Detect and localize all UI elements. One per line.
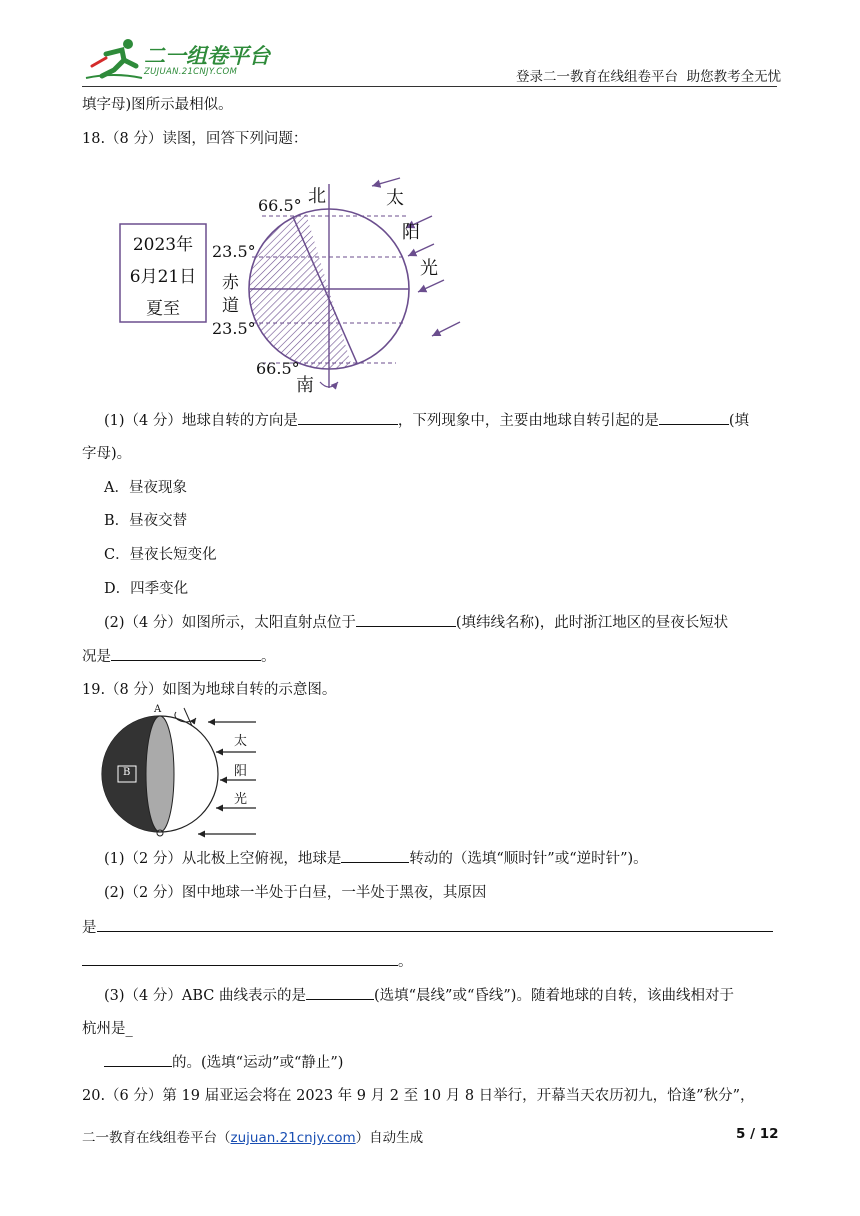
- lat-235-s-label: 23.5°: [212, 319, 256, 338]
- region-b-label: B: [123, 767, 131, 778]
- q19-answer-blank-3[interactable]: [82, 951, 398, 966]
- south-label: 南: [296, 375, 314, 396]
- page-number: 5 / 12: [736, 1126, 779, 1142]
- q18-sub2-line1: [104, 612, 728, 633]
- q18-stem: 18.（8 分）读图，回答下列问题：: [82, 131, 308, 147]
- option-c[interactable]: C．昼夜长短变化: [104, 547, 217, 563]
- q19-sub2-shi: 是: [82, 920, 97, 936]
- q19-sub3-line2: 杭州是_: [82, 1021, 133, 1037]
- q18-answer-blank-4[interactable]: [111, 646, 261, 661]
- q19-sub1: [104, 848, 648, 869]
- equator-label-1: 赤: [222, 273, 239, 293]
- q19-answer-blank-1[interactable]: [341, 848, 409, 863]
- sunlight-label-yang: 阳: [234, 764, 248, 779]
- footer-text-b: ）自动生成: [355, 1130, 424, 1146]
- date-line-1: 2023年: [132, 235, 194, 255]
- q19-answer-blank-2[interactable]: [97, 917, 773, 932]
- q18-sub1-line1: [104, 410, 749, 431]
- q18-answer-blank-2[interactable]: [659, 410, 729, 425]
- footer-text-a: 二一教育在线组卷平台（: [82, 1130, 231, 1146]
- q19-sub2-period: 。: [398, 954, 413, 970]
- q19-sub1-text-a: (1)（2 分）从北极上空俯视，地球是: [104, 851, 342, 867]
- q19-sub2: (2)（2 分）图中地球一半处于白昼，一半处于黑夜，其原因: [104, 885, 487, 901]
- logo-runner-icon: [84, 36, 144, 82]
- header-tagline: 登录二一教育在线组卷平台 助您教考全无忧: [516, 69, 782, 85]
- q18-answer-blank-3[interactable]: [356, 612, 456, 627]
- q18-sub1-text-c: (填: [728, 413, 750, 429]
- lat-665-s-label: 66.5°: [256, 359, 300, 378]
- option-b[interactable]: B．昼夜交替: [104, 513, 188, 529]
- header-rule: [82, 86, 777, 87]
- q19-sub1-text-b: 转动的（选填“顺时针”或“逆时针”)。: [409, 851, 648, 867]
- q19-stem: 19.（8 分）如图为地球自转的示意图。: [82, 682, 337, 698]
- q18-sub1-line2: 字母)。: [82, 446, 132, 462]
- q18-sub2-text-c: 况是: [82, 649, 111, 665]
- q19-sub3-text-b: (选填“晨线”或“昏线”)。随着地球的自转，该曲线相对于: [373, 988, 734, 1004]
- q19-sub3-line1: [104, 985, 734, 1006]
- option-a[interactable]: A．昼夜现象: [104, 480, 187, 496]
- logo-text: 二一组卷平台: [144, 44, 270, 68]
- lat-665-n-label: 66.5°: [258, 196, 302, 215]
- q19-sub2-answer-line2: [82, 951, 413, 972]
- option-d[interactable]: D．四季变化: [104, 581, 189, 597]
- q19-answer-blank-5[interactable]: [104, 1052, 172, 1067]
- text-fragment: 填字母)图所示最相似。: [82, 97, 233, 113]
- lat-235-n-label: 23.5°: [212, 242, 256, 261]
- q19-sub3-text-d: 的。(选填“运动”或“静止”): [172, 1055, 344, 1071]
- footer-source: [82, 1126, 423, 1146]
- date-line-2: 6月21日: [129, 267, 197, 287]
- sunlight-label-1: 太: [386, 188, 404, 209]
- point-c-label: [154, 828, 161, 838]
- sunlight-label-2: 阳: [402, 222, 420, 243]
- q19-answer-blank-4[interactable]: [306, 985, 374, 1000]
- q19-figure: [96, 704, 266, 840]
- sunlight-label-3: 光: [420, 258, 438, 279]
- q19-sub3-text-a: (3)（4 分）ABC 曲线表示的是: [104, 988, 306, 1004]
- equator-label-2: 道: [222, 296, 239, 316]
- q18-sub2-text-d: 。: [261, 649, 276, 665]
- footer-link[interactable]: zujuan.21cnjy.com: [230, 1130, 356, 1146]
- sunlight-label-tai: 太: [234, 734, 248, 749]
- logo-url: ZUJUAN.21CNJY.COM: [144, 67, 238, 77]
- q18-sub1-text-a: (1)（4 分）地球自转的方向是: [104, 413, 298, 429]
- q18-sub2-line2: [82, 646, 276, 667]
- header: [0, 0, 860, 92]
- date-line-3: 夏至: [146, 299, 180, 319]
- q18-sub1-text-b: ，下列现象中，主要由地球自转引起的是: [397, 413, 659, 429]
- q18-sub2-text-a: (2)（4 分）如图所示，太阳直射点位于: [104, 615, 356, 631]
- logo: [84, 36, 284, 82]
- q18-sub2-text-b: (填纬线名称)，此时浙江地区的昼夜长短状: [455, 615, 729, 631]
- q20-stem: 20.（6 分）第 19 届亚运会将在 2023 年 9 月 2 至 10 月 8 日举行，开幕当天农历初九，恰逢”秋分”，: [82, 1088, 755, 1104]
- q19-sub2-answer-line1: [82, 917, 773, 938]
- q19-sub3-line3: [104, 1052, 343, 1073]
- sunlight-label-guang: 光: [234, 792, 248, 807]
- q18-answer-blank-1[interactable]: [298, 410, 398, 425]
- q18-figure: [110, 170, 470, 400]
- north-label: 北: [308, 186, 326, 207]
- point-a-label: A: [154, 704, 162, 715]
